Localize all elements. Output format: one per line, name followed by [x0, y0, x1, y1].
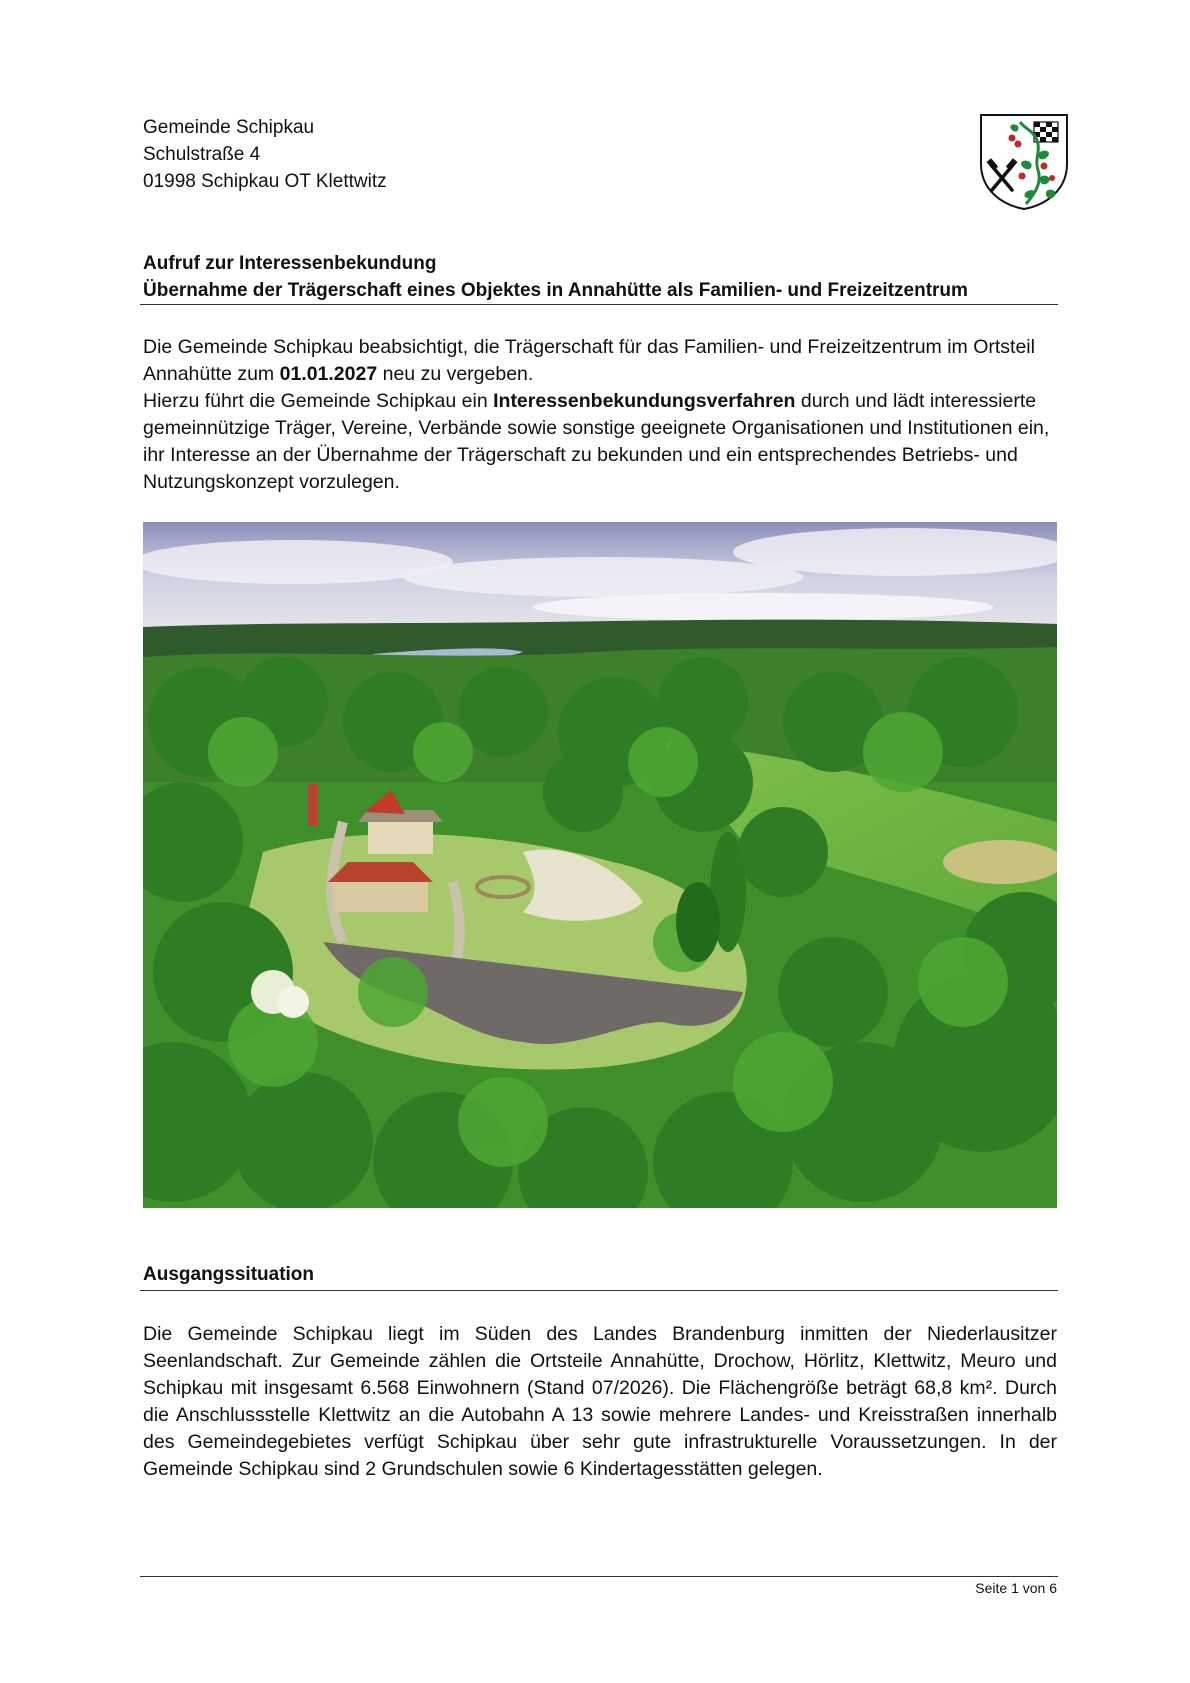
section-body [143, 1321, 1057, 1483]
intro-p1-text: Die Gemeinde Schipkau beabsichtigt, die Trägerschaft für das Familien- und Freizeitzentrum im Ortsteil Annahütte zum [143, 336, 1035, 385]
section-title: Ausgangssituation [143, 1264, 315, 1285]
intro-p2-end: durch und lädt interessierte gemeinnützige Träger, Vereine, Verbände sowie sonstige geeignete Organisationen und Institutionen ein, ihr Interesse an der Übernahme der Trägerschaft zu bekunden und ein entsprechendes Betriebs- und Nutzungskonzept vorzulegen. [143, 390, 1050, 493]
sender-name: Gemeinde Schipkau [143, 117, 315, 138]
title-divider [140, 304, 1058, 305]
footer-divider [140, 1576, 1058, 1577]
intro-p1-end: neu zu vergeben. [377, 363, 534, 385]
page-number: Seite 1 von 6 [975, 1580, 1057, 1596]
sender-street: Schulstraße 4 [143, 144, 261, 165]
intro-text [143, 334, 1057, 496]
handover-date: 01.01.2027 [279, 363, 378, 385]
procedure-name: Interessenbekundungsverfahren [493, 390, 796, 412]
title-line-2: Übernahme der Trägerschaft eines Objektes in Annahütte als Familien- und Freizeitzentrum [143, 280, 968, 301]
sender-address [143, 114, 387, 195]
document-title [143, 250, 1057, 304]
intro-paragraph-1 [143, 334, 1057, 388]
sender-city: 01998 Schipkau OT Klettwitz [143, 171, 387, 192]
title-line-1: Aufruf zur Interessenbekundung [143, 253, 437, 274]
aerial-photo-icon [143, 522, 1057, 1208]
coat-of-arms-icon [978, 112, 1070, 212]
section-divider [140, 1290, 1058, 1291]
intro-paragraph-2 [143, 388, 1057, 496]
section-paragraph: Die Gemeinde Schipkau liegt im Süden des Landes Brandenburg inmitten der Niederlausitzer Seenlandschaft. Zur Gemeinde zählen die Ortsteile Annahütte, Drochow, Hörlitz, Klettwitz, Meuro und Schipkau mit insgesamt 6.568 Einwohnern (Stand 07/2026). Die Flächengröße beträgt 68,8 km². Durch die Anschlussstelle Klettwitz an die Autobahn A 13 sowie mehrere Landes- und Kreisstraßen innerhalb des Gemeindegebietes verfügt Schipkau über sehr gute infrastrukturelle Voraussetzungen. In der Gemeinde Schipkau sind 2 Grundschulen sowie 6 Kindertagesstätten gelegen. [143, 1323, 1057, 1480]
intro-p2-text: Hierzu führt die Gemeinde Schipkau ein [143, 390, 494, 412]
